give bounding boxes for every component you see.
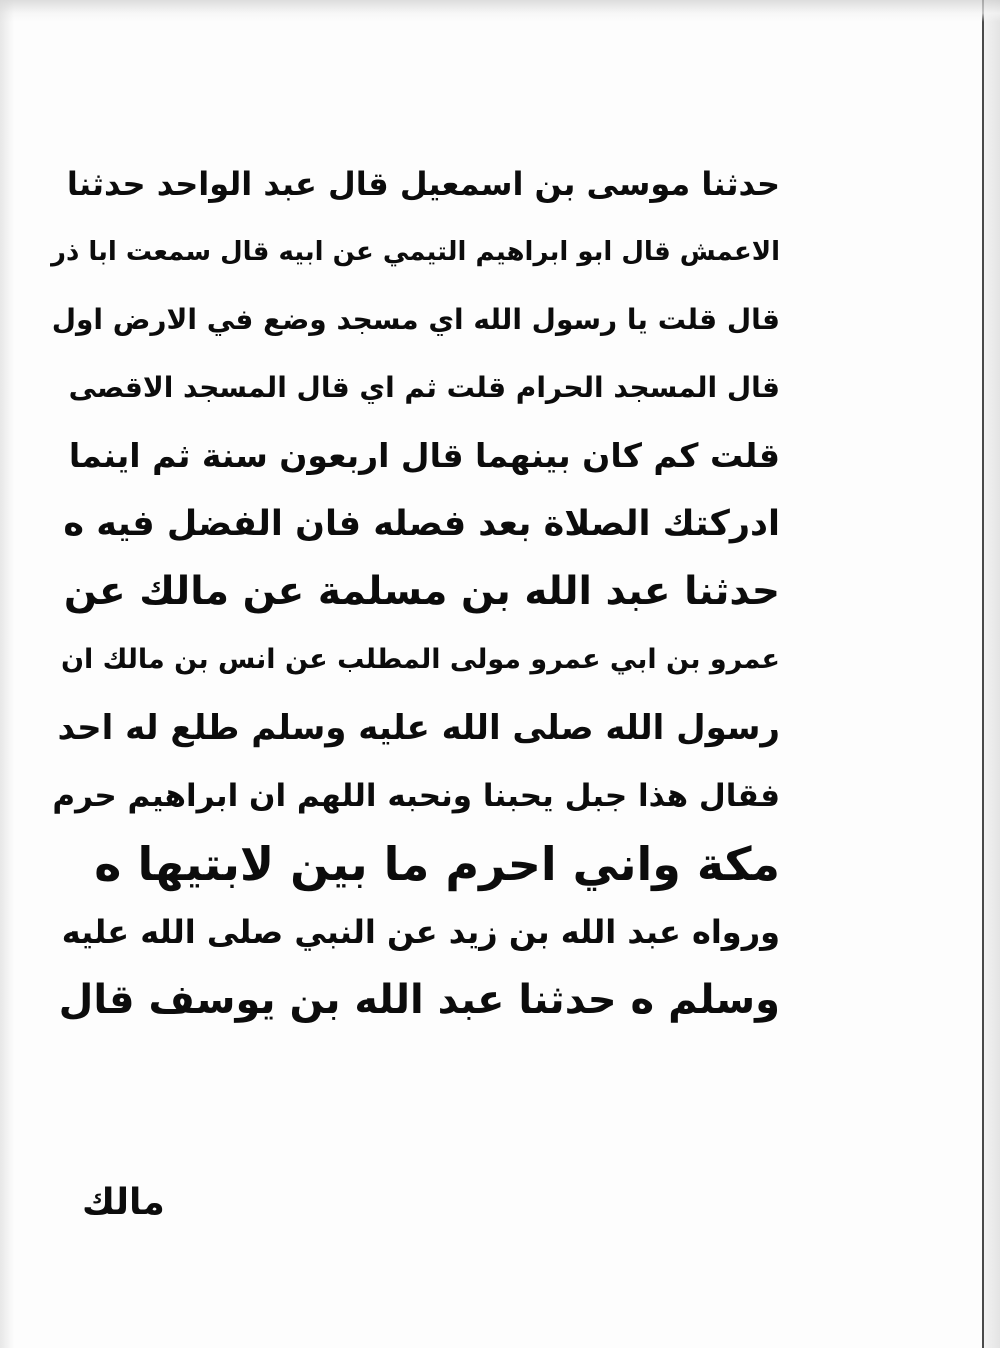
scan-left-edge — [0, 0, 14, 1348]
catchword: مالك — [82, 1182, 165, 1223]
text-line-2: الاعمش قال ابو ابراهيم التيمي عن ابيه قال سمعت ابا ذر — [51, 237, 780, 267]
text-line-7: حدثنا عبد الله بن مسلمة عن مالك عن — [63, 569, 780, 614]
page-edge-shadow — [984, 0, 1000, 1348]
text-line-5: قلت كم كان بينهما قال اربعون سنة ثم اينما — [68, 436, 780, 475]
manuscript-text-block — [50, 150, 780, 1034]
text-line-6: ادركتك الصلاة بعد فصله فان الفضل فيه ه — [63, 504, 780, 544]
text-line-3: قال قلت يا رسول الله اي مسجد وضع في الارض اول — [51, 303, 780, 336]
text-line-8: عمرو بن ابي عمرو مولى المطلب عن انس بن مالك ان — [60, 644, 780, 675]
text-line-12: ورواه عبد الله بن زيد عن النبي صلى الله عليه — [61, 913, 780, 951]
page-edge-line — [982, 0, 984, 1348]
text-line-4: قال المسجد الحرام قلت ثم اي قال المسجد الاقصى — [68, 371, 780, 404]
text-line-11: مكة واني احرم ما بين لابتيها ه — [94, 837, 780, 891]
text-line-13: وسلم ه حدثنا عبد الله بن يوسف قال — [58, 977, 780, 1023]
text-line-1: حدثنا موسى بن اسمعيل قال عبد الواحد حدثنا — [66, 165, 780, 203]
scan-top-edge — [0, 0, 1000, 22]
text-line-9: رسول الله صلى الله عليه وسلم طلع له احد — [57, 708, 780, 748]
text-line-10: فقال هذا جبل يحبنا ونحبه اللهم ان ابراهيم حرم — [52, 778, 780, 814]
